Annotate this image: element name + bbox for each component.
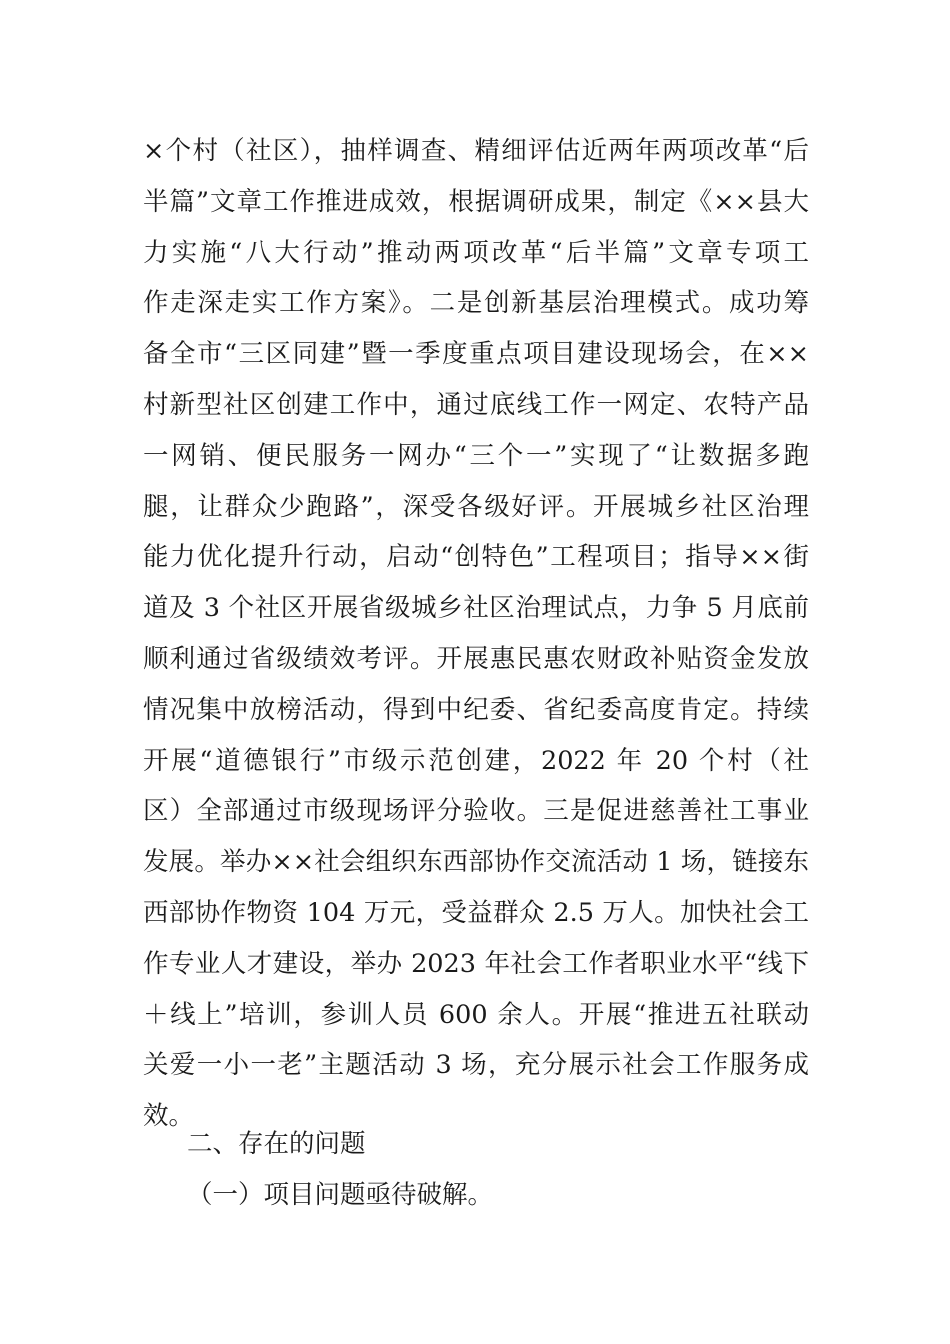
paragraph-line: 作走深走实工作方案》。二是创新基层治理模式。成功筹 xyxy=(143,288,809,319)
paragraph-line: 一网销、便民服务一网办“三个一”实现了“让数据多跑 xyxy=(143,440,809,471)
paragraph-line: 力实施“八大行动”推动两项改革“后半篇”文章专项工 xyxy=(143,237,809,268)
paragraph-line: 道及 3 个社区开展省级城乡社区治理试点，力争 5 月底前 xyxy=(143,593,809,624)
paragraph-line: ×个村（社区），抽样调查、精细评估近两年两项改革“后 xyxy=(143,136,809,166)
paragraph-line: ＋线上”培训，参训人员 600 余人。开展“推进五社联动 xyxy=(143,999,809,1030)
section-heading: 二、存在的问题 xyxy=(187,1129,366,1159)
paragraph-line: 作专业人才建设，举办 2023 年社会工作者职业水平“线下 xyxy=(143,948,809,979)
paragraph-line: 开展“道德银行”市级示范创建，2022 年 20 个村（社 xyxy=(143,745,809,776)
paragraph-line: 区）全部通过市级现场评分验收。三是促进慈善社工事业 xyxy=(143,796,809,827)
paragraph-line: 备全市“三区同建”暨一季度重点项目建设现场会，在×× xyxy=(143,339,809,370)
paragraph-line: 村新型社区创建工作中，通过底线工作一网定、农特产品 xyxy=(143,389,809,420)
paragraph-line: 情况集中放榜活动，得到中纪委、省纪委高度肯定。持续 xyxy=(143,694,809,725)
paragraph-line: 关爱一小一老”主题活动 3 场，充分展示社会工作服务成 xyxy=(143,1050,809,1081)
paragraph-line: 发展。举办××社会组织东西部协作交流活动 1 场，链接东 xyxy=(143,847,809,878)
paragraph-line: 腿，让群众少跑路”，深受各级好评。开展城乡社区治理 xyxy=(143,491,809,522)
paragraph-line: 顺利通过省级绩效考评。开展惠民惠农财政补贴资金发放 xyxy=(143,643,809,674)
subsection-heading: （一）项目问题亟待破解。 xyxy=(187,1180,494,1210)
paragraph-line: 能力优化提升行动，启动“创特色”工程项目；指导××街 xyxy=(143,542,809,573)
paragraph-line: 西部协作物资 104 万元，受益群众 2.5 万人。加快社会工 xyxy=(143,897,809,928)
body-paragraph xyxy=(143,126,809,1142)
paragraph-line: 半篇”文章工作推进成效，根据调研成果，制定《××县大 xyxy=(143,186,809,217)
paragraph-line: 效。 xyxy=(143,1101,195,1132)
